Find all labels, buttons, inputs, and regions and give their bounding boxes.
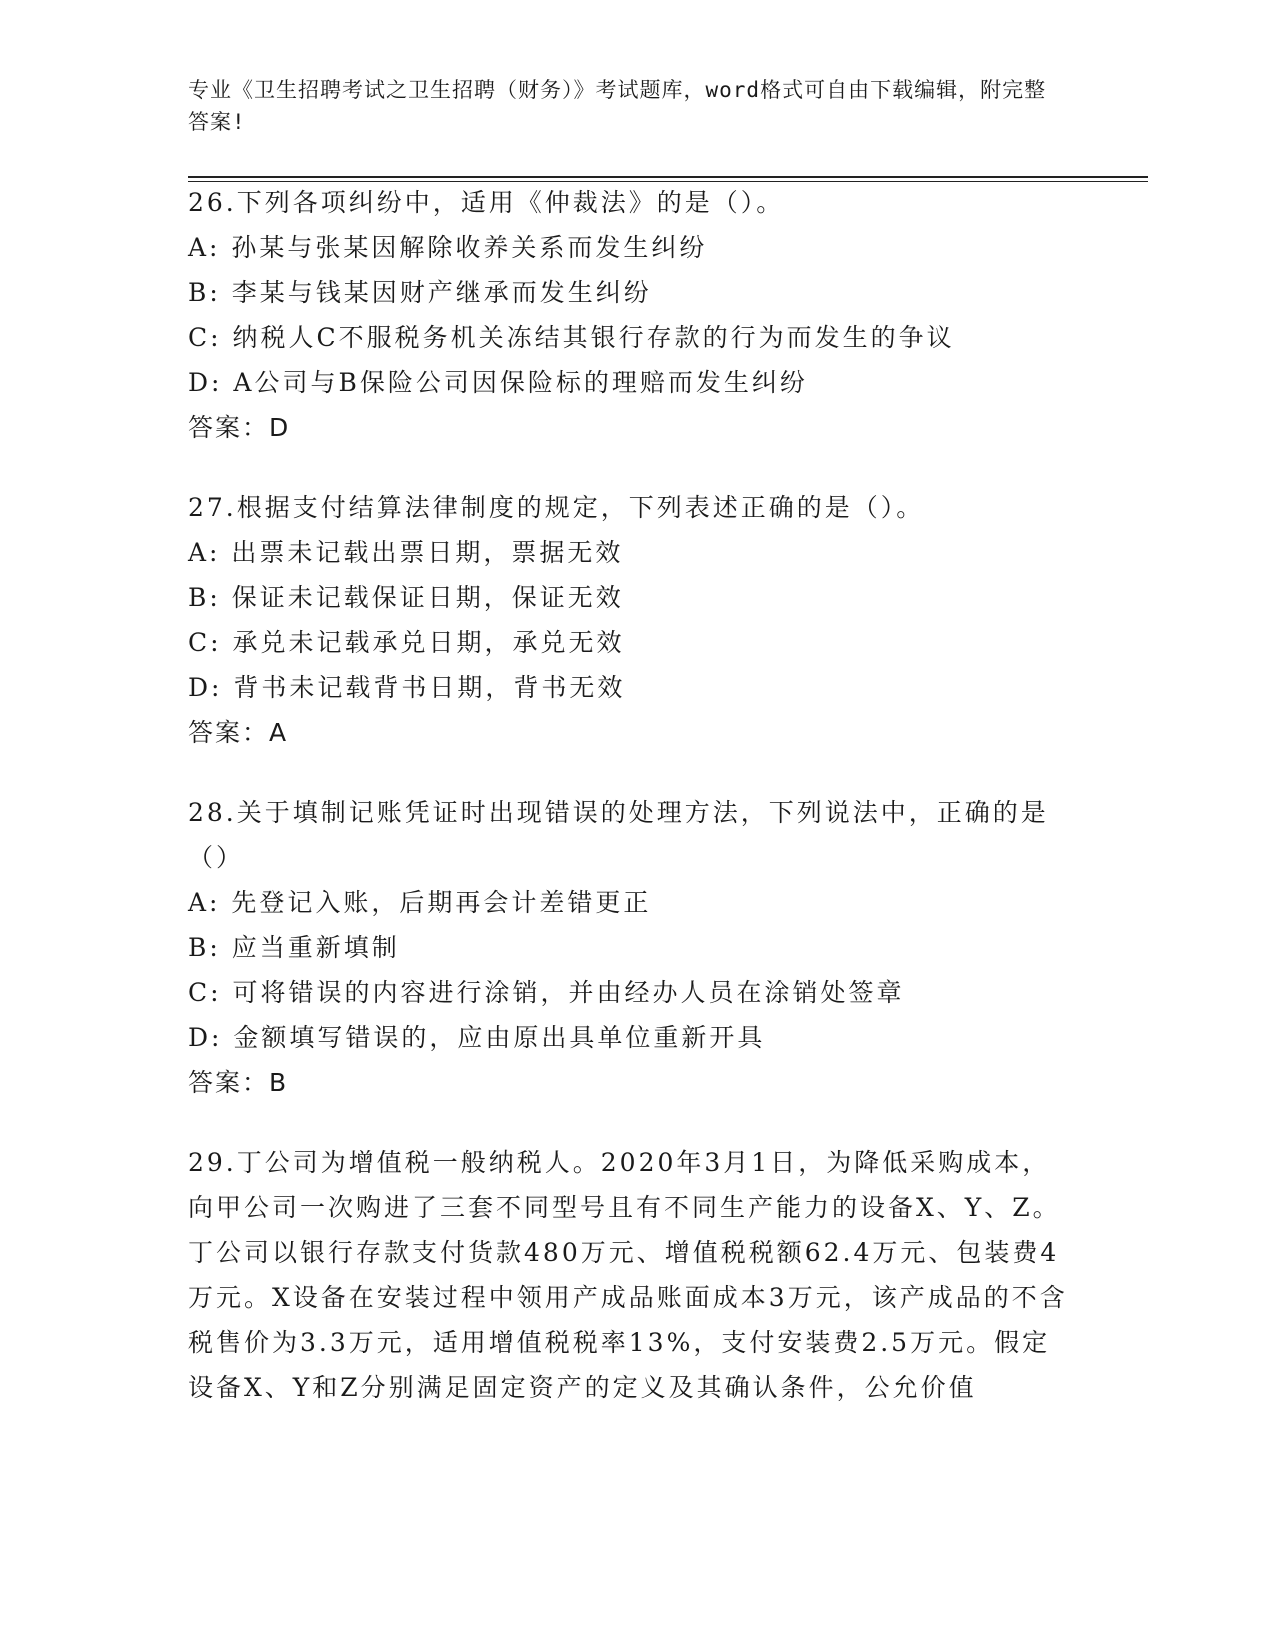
question-stem: 26.下列各项纠纷中，适用《仲裁法》的是（）。 xyxy=(188,188,785,217)
option-c: C: 可将错误的内容进行涂销，并由经办人员在涂销处签章 xyxy=(188,978,905,1007)
question-stem: 29.丁公司为增值税一般纳税人。2020年3月1日，为降低采购成本，向甲公司一次购进了三套不同型号且有不同生产能力的设备X、Y、Z。丁公司以银行存款支付货款480万元、增值税税额62.4万元、包装费4万元。X设备在安装过程中领用产成品账面成本3万元，该产成品的不含税售价为3.3万元，适用增值税税率13%，支付安装费2.5万元。假定设备X、Y和Z分别满足固定资产的定义及其确认条件，公允价值 xyxy=(188,1148,1068,1402)
question-27 xyxy=(188,485,1088,755)
option-b: B: 应当重新填制 xyxy=(188,933,400,962)
document-header: 专业《卫生招聘考试之卫生招聘（财务）》考试题库，word格式可自由下载编辑，附完整答案! xyxy=(188,78,1047,134)
option-c: C: 纳税人C不服税务机关冻结其银行存款的行为而发生的争议 xyxy=(188,323,955,352)
option-b: B: 保证未记载保证日期，保证无效 xyxy=(188,583,624,612)
option-c: C: 承兑未记载承兑日期，承兑无效 xyxy=(188,628,625,657)
answer: 答案：D xyxy=(188,413,291,442)
question-26 xyxy=(188,180,1088,450)
option-a: A: 先登记入账，后期再会计差错更正 xyxy=(188,888,652,917)
answer: 答案：B xyxy=(188,1068,289,1097)
option-b: B: 李某与钱某因财产继承而发生纠纷 xyxy=(188,278,652,307)
option-d: D: A公司与B保险公司因保险标的理赔而发生纠纷 xyxy=(188,368,808,397)
question-stem: 27.根据支付结算法律制度的规定，下列表述正确的是（）。 xyxy=(188,493,925,522)
option-d: D: 背书未记载背书日期，背书无效 xyxy=(188,673,626,702)
answer: 答案：A xyxy=(188,718,289,747)
option-a: A: 孙某与张某因解除收养关系而发生纠纷 xyxy=(188,233,708,262)
option-a: A: 出票未记载出票日期，票据无效 xyxy=(188,538,624,567)
question-28 xyxy=(188,790,1068,1105)
option-d: D: 金额填写错误的，应由原出具单位重新开具 xyxy=(188,1023,766,1052)
question-stem: 28.关于填制记账凭证时出现错误的处理方法，下列说法中，正确的是（） xyxy=(188,798,1049,872)
question-29 xyxy=(188,1140,1088,1410)
